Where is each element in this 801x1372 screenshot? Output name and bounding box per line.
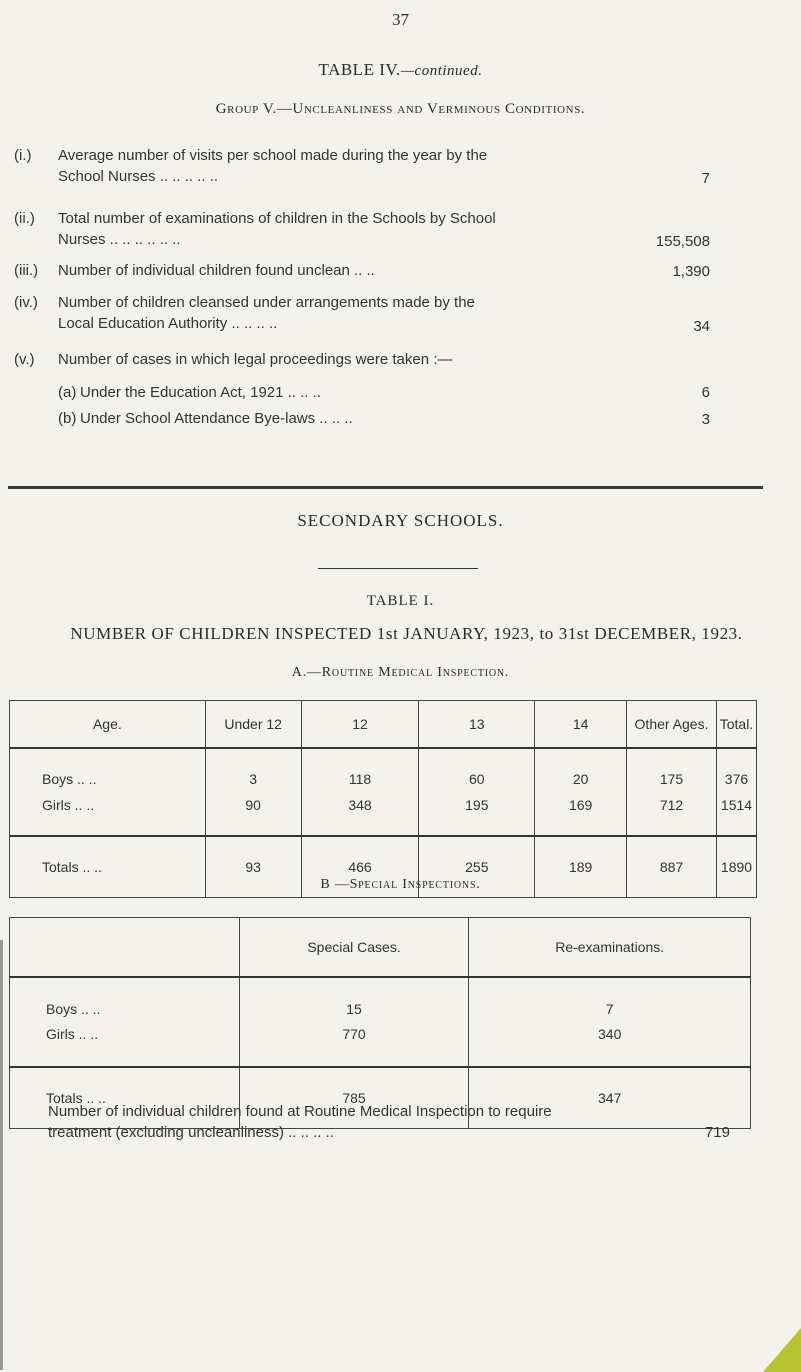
- table-cell: 7: [469, 977, 751, 1020]
- item-ii-line1: Total number of examinations of children in the Schools by School: [58, 210, 496, 227]
- table-a-header: Total.: [716, 701, 756, 749]
- row-label: Boys .. ..: [10, 977, 240, 1020]
- special-inspection-table: [9, 917, 751, 1129]
- heading-rule: [318, 568, 478, 569]
- table-cell: 1890: [716, 836, 756, 898]
- table-row: [10, 977, 751, 1020]
- table-cell: 348: [301, 791, 419, 836]
- subitem-b-number: (b): [58, 410, 77, 427]
- table-cell: 887: [627, 836, 717, 898]
- row-label: Boys .. ..: [10, 748, 206, 791]
- table-b-header-row: [10, 918, 751, 978]
- table-cell: 340: [469, 1020, 751, 1067]
- item-iii-value: 1,390: [672, 263, 710, 280]
- table-a-header: Other Ages.: [627, 701, 717, 749]
- table-cell: 255: [419, 836, 535, 898]
- secondary-schools-heading: SECONDARY SCHOOLS.: [297, 511, 504, 530]
- section-b-title: B —Special Inspections.: [320, 877, 481, 892]
- table-i-subtitle: NUMBER OF CHILDREN INSPECTED 1st JANUARY, 1923, to 31st DECEMBER, 1923.: [70, 624, 743, 643]
- table-cell: 175: [627, 748, 717, 791]
- table-cell: 785: [239, 1067, 469, 1129]
- item-ii-line2: Nurses .. .. .. .. .. ..: [58, 231, 181, 248]
- table-a-header: 12: [301, 701, 419, 749]
- item-iii-number: (iii.): [14, 262, 39, 279]
- section-a-title: A.—Routine Medical Inspection.: [291, 665, 510, 680]
- table-cell: 15: [239, 977, 469, 1020]
- table-a-header: Age.: [10, 701, 206, 749]
- table-cell: 169: [535, 791, 627, 836]
- subitem-b-value: 3: [701, 411, 710, 428]
- item-iii-line1: Number of individual children found unclean .. ..: [58, 262, 375, 279]
- table-cell: 376: [716, 748, 756, 791]
- page-corner: [763, 1328, 801, 1372]
- footnote-line2: treatment (excluding uncleanliness) .. .. .. ..: [48, 1124, 334, 1141]
- item-ii-number: (ii.): [14, 210, 35, 227]
- table-cell: 770: [239, 1020, 469, 1067]
- table-row: [10, 791, 757, 836]
- subitem-a-number: (a): [58, 384, 77, 401]
- table-iv-title: [0, 60, 801, 80]
- subitem-a-text: Under the Education Act, 1921 .. .. ..: [80, 384, 321, 401]
- table-b-header: Special Cases.: [239, 918, 469, 978]
- table-a-header: Under 12: [205, 701, 301, 749]
- table-row: [10, 1020, 751, 1067]
- row-label: Totals .. ..: [10, 836, 206, 898]
- table-cell: 90: [205, 791, 301, 836]
- item-v-number: (v.): [14, 351, 35, 368]
- table-cell: 118: [301, 748, 419, 791]
- table-i-title: TABLE I.: [366, 593, 435, 609]
- item-iv-line2: Local Education Authority .. .. .. ..: [58, 315, 278, 332]
- table-a-header: 13: [419, 701, 535, 749]
- table-cell: 3: [205, 748, 301, 791]
- subitem-b-text: Under School Attendance Bye-laws .. .. ..: [80, 410, 353, 427]
- row-label: Girls .. ..: [10, 791, 206, 836]
- table-b-header: [10, 918, 240, 978]
- item-v-line1: Number of cases in which legal proceedings were taken :—: [58, 351, 453, 368]
- item-iv-value: 34: [693, 318, 710, 335]
- section-divider: [8, 486, 763, 489]
- row-label: Girls .. ..: [10, 1020, 240, 1067]
- table-cell: 93: [205, 836, 301, 898]
- table-cell: 1514: [716, 791, 756, 836]
- footnote-value: 719: [704, 1124, 730, 1141]
- subitem-a-value: 6: [701, 384, 710, 401]
- row-label: Totals .. ..: [10, 1067, 240, 1129]
- table-row: [10, 748, 757, 791]
- item-iv-number: (iv.): [14, 294, 38, 311]
- item-i-line2: School Nurses .. .. .. .. ..: [58, 168, 219, 185]
- page-number: 37: [392, 10, 409, 29]
- footnote-line1: Number of individual children found at Routine Medical Inspection to require: [48, 1103, 552, 1120]
- table-cell: 466: [301, 836, 419, 898]
- table-iv-title-text: TABLE IV.: [318, 60, 401, 79]
- table-cell: 189: [535, 836, 627, 898]
- table-cell: 195: [419, 791, 535, 836]
- group-v-title: Group V.—Uncleanliness and Verminous Conditions.: [215, 101, 586, 117]
- table-a-header: 14: [535, 701, 627, 749]
- routine-inspection-table: [9, 700, 757, 898]
- table-cell: 712: [627, 791, 717, 836]
- binding-edge: [0, 940, 3, 1370]
- table-cell: 347: [469, 1067, 751, 1129]
- table-cell: 60: [419, 748, 535, 791]
- item-i-line1: Average number of visits per school made during the year by the: [58, 147, 488, 164]
- item-i-value: 7: [701, 170, 710, 187]
- table-cell: 20: [535, 748, 627, 791]
- item-ii-value: 155,508: [655, 233, 710, 250]
- item-iv-line1: Number of children cleansed under arrangements made by the: [58, 294, 475, 311]
- table-b-header: Re-examinations.: [469, 918, 751, 978]
- table-a-header-row: [10, 701, 757, 749]
- table-iv-continued: —continued.: [400, 63, 483, 79]
- item-i-number: (i.): [14, 147, 32, 164]
